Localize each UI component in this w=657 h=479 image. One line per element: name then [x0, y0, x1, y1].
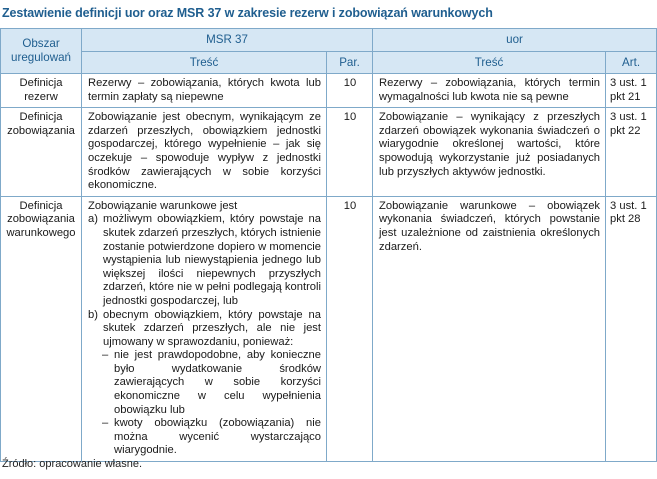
row-art: 3 ust. 1 pkt 28	[606, 196, 657, 461]
item-text: możliwym obowiązkiem, który powstaje na skutek zdarzeń przeszłych, których istnienie zostanie potwierdzone dopiero w momencie wystąpienia lub niewystąpienia jednego lub większej ilości niepewnych przyszłych zdarzeń, które nie w pełni podlegają kontroli jednostki gospodarczej, lub	[103, 213, 321, 307]
row-uor-text: Rezerwy – zobowiązania, których termin wymagalności lub kwota nie są pewne	[373, 74, 606, 108]
header-par: Par.	[327, 52, 373, 74]
row-area: Definicja rezerw	[1, 74, 82, 108]
header-tresc-uor: Treść	[373, 52, 606, 74]
bullet-text: kwoty obowiązku (zobowiązania) nie można wycenić wystarczająco wiarygodnie.	[114, 417, 321, 457]
row-art: 3 ust. 1 pkt 22	[606, 108, 657, 197]
row-par: 10	[327, 196, 373, 461]
header-tresc-msr: Treść	[82, 52, 327, 74]
row-uor-text: Zobowiązanie – wynikający z przeszłych zdarzeń obowiązek wykonania świadczeń o wiarygodnie określonej wartości, które spowodują wykorzystanie już posiadanych lub przyszłych aktywów jednostki.	[373, 108, 606, 197]
row-uor-text: Zobowiązanie warunkowe – obowiązek wykonania świadczeń, których powstanie jest uzależnione od zaistnienia określonych zdarzeń.	[373, 196, 606, 461]
table-row	[1, 108, 657, 197]
bullet-marker: –	[102, 349, 109, 362]
msr-bullet-2	[88, 417, 321, 458]
header-msr: MSR 37	[82, 29, 373, 52]
bullet-text: nie jest prawdopodobne, aby konieczne było wydatkowanie środków zawierających w sobie korzyści ekonomiczne w celu wypełnienia obowiązku lub	[114, 349, 321, 416]
msr-item-b	[88, 309, 321, 350]
msr-bullet-1	[88, 349, 321, 417]
header-area: Obszar uregulowań	[1, 29, 82, 74]
row-par: 10	[327, 74, 373, 108]
source-note: Źródło: opracowanie własne.	[2, 458, 143, 470]
bullet-marker: –	[102, 417, 109, 430]
item-text: obecnym obowiązkiem, który powstaje na skutek zdarzeń przeszłych, ale nie jest ujmowany w sprawozdaniu, ponieważ:	[103, 308, 321, 348]
table-title: Zestawienie definicji uor oraz MSR 37 w zakresie rezerw i zobowiązań warunkowych	[2, 6, 493, 20]
header-uor: uor	[373, 29, 657, 52]
row-area: Definicja zobowiązania	[1, 108, 82, 197]
item-marker: b)	[88, 308, 98, 321]
row-msr-text	[82, 196, 327, 461]
row-msr-text: Rezerwy – zobowiązania, których kwota lub termin zapłaty są niepewne	[82, 74, 327, 108]
definitions-table	[0, 28, 657, 462]
table-row	[1, 74, 657, 108]
msr-item-a	[88, 213, 321, 308]
row-art: 3 ust. 1 pkt 21	[606, 74, 657, 108]
item-marker: a)	[88, 213, 98, 226]
row-area: Definicja zobowiązania warunkowego	[1, 196, 82, 461]
msr-intro: Zobowiązanie warunkowe jest	[88, 199, 238, 212]
header-art: Art.	[606, 52, 657, 74]
row-msr-text: Zobowiązanie jest obecnym, wynikającym ze zdarzeń przeszłych, obowiązkiem jednostki gospodarczej, którego wypełnienie – jak się oczekuje – spowoduje wypływ z jednostki środków zawierających w sobie korzyści ekonomiczne.	[82, 108, 327, 197]
table-row	[1, 196, 657, 461]
row-par: 10	[327, 108, 373, 197]
